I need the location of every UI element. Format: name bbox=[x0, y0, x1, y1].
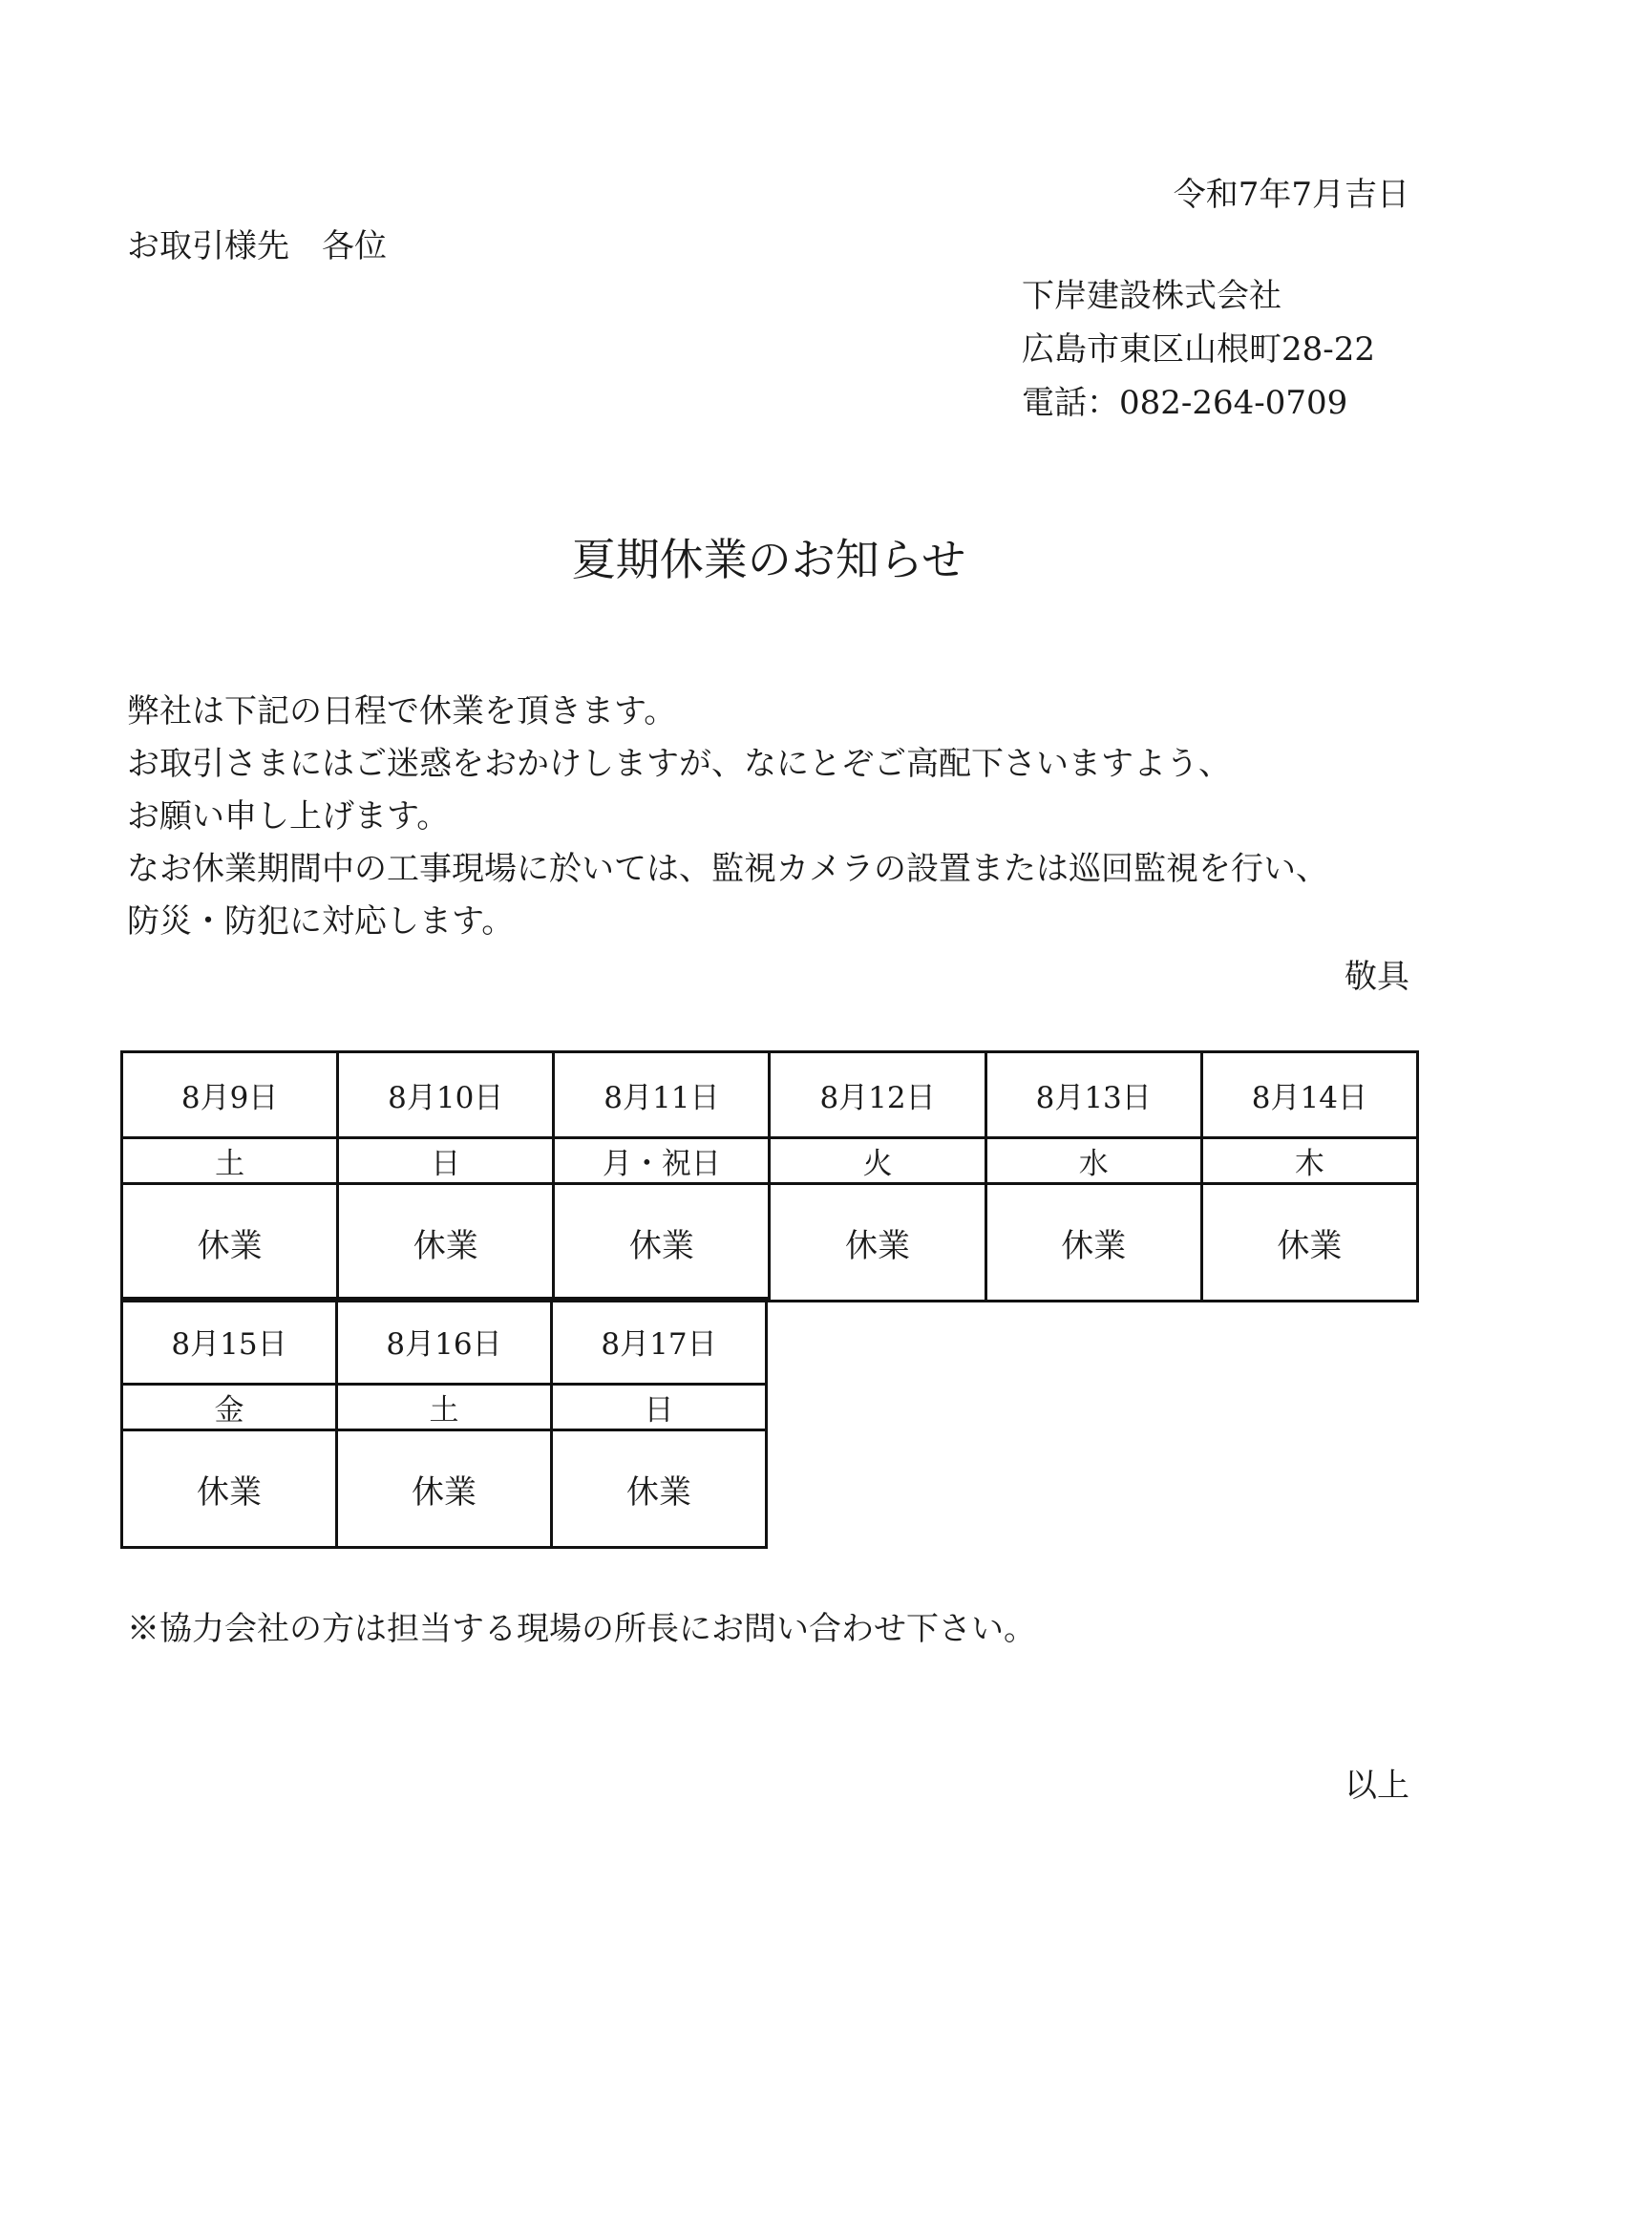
company-address: 広島市東区山根町28-22 bbox=[1022, 330, 1376, 369]
status-cell: 休業 bbox=[554, 1184, 770, 1302]
sender-block bbox=[1022, 269, 1375, 430]
date-cell: 8月10日 bbox=[338, 1052, 554, 1138]
issue-date: 令和7年7月吉日 bbox=[1173, 176, 1409, 214]
body-line: お取引さまにはご迷惑をおかけしますが、なにとぞご高配下さいますよう、 bbox=[127, 745, 1231, 783]
weekday-cell: 月・祝日 bbox=[554, 1138, 770, 1184]
weekday-row bbox=[122, 1385, 767, 1430]
weekday-cell: 金 bbox=[122, 1385, 337, 1430]
status-cell: 休業 bbox=[337, 1430, 552, 1548]
body-line: 弊社は下記の日程で休業を頂きます。 bbox=[127, 692, 677, 730]
company-name: 下岸建設株式会社 bbox=[1022, 277, 1281, 315]
status-cell: 休業 bbox=[122, 1430, 337, 1548]
date-cell: 8月15日 bbox=[122, 1299, 337, 1385]
status-cell: 休業 bbox=[122, 1184, 338, 1302]
page-title: 夏期休業のお知らせ bbox=[571, 534, 966, 585]
status-cell: 休業 bbox=[985, 1184, 1201, 1302]
status-cell: 休業 bbox=[1201, 1184, 1417, 1302]
date-cell: 8月13日 bbox=[985, 1052, 1201, 1138]
company-phone: 電話：082-264-0709 bbox=[1022, 384, 1348, 422]
closing-keigu: 敬具 bbox=[1345, 958, 1409, 996]
closing-ijou: 以上 bbox=[1345, 1767, 1409, 1805]
partner-note: ※協力会社の方は担当する現場の所長にお問い合わせ下さい。 bbox=[127, 1610, 1036, 1648]
weekday-cell: 火 bbox=[770, 1138, 985, 1184]
date-cell: 8月17日 bbox=[552, 1299, 767, 1385]
weekday-cell: 土 bbox=[337, 1385, 552, 1430]
weekday-cell: 日 bbox=[552, 1385, 767, 1430]
status-row bbox=[122, 1184, 1418, 1302]
date-cell: 8月9日 bbox=[122, 1052, 338, 1138]
date-cell: 8月16日 bbox=[337, 1299, 552, 1385]
schedule-table-row1 bbox=[120, 1050, 1419, 1302]
weekday-cell: 木 bbox=[1201, 1138, 1417, 1184]
date-row bbox=[122, 1299, 767, 1385]
status-row bbox=[122, 1430, 767, 1548]
status-cell: 休業 bbox=[770, 1184, 985, 1302]
schedule-table-row2 bbox=[120, 1297, 768, 1549]
weekday-cell: 水 bbox=[985, 1138, 1201, 1184]
weekday-cell: 土 bbox=[122, 1138, 338, 1184]
body-line: 防災・防犯に対応します。 bbox=[127, 902, 515, 941]
body-line: なお休業期間中の工事現場に於いては、監視カメラの設置または巡回監視を行い、 bbox=[127, 850, 1328, 888]
status-cell: 休業 bbox=[552, 1430, 767, 1548]
weekday-cell: 日 bbox=[338, 1138, 554, 1184]
recipient: お取引様先 各位 bbox=[127, 227, 387, 265]
date-cell: 8月14日 bbox=[1201, 1052, 1417, 1138]
date-cell: 8月11日 bbox=[554, 1052, 770, 1138]
date-cell: 8月12日 bbox=[770, 1052, 985, 1138]
body-text bbox=[127, 686, 1328, 948]
body-line: お願い申し上げます。 bbox=[127, 797, 450, 836]
date-row bbox=[122, 1052, 1418, 1138]
status-cell: 休業 bbox=[338, 1184, 554, 1302]
weekday-row bbox=[122, 1138, 1418, 1184]
